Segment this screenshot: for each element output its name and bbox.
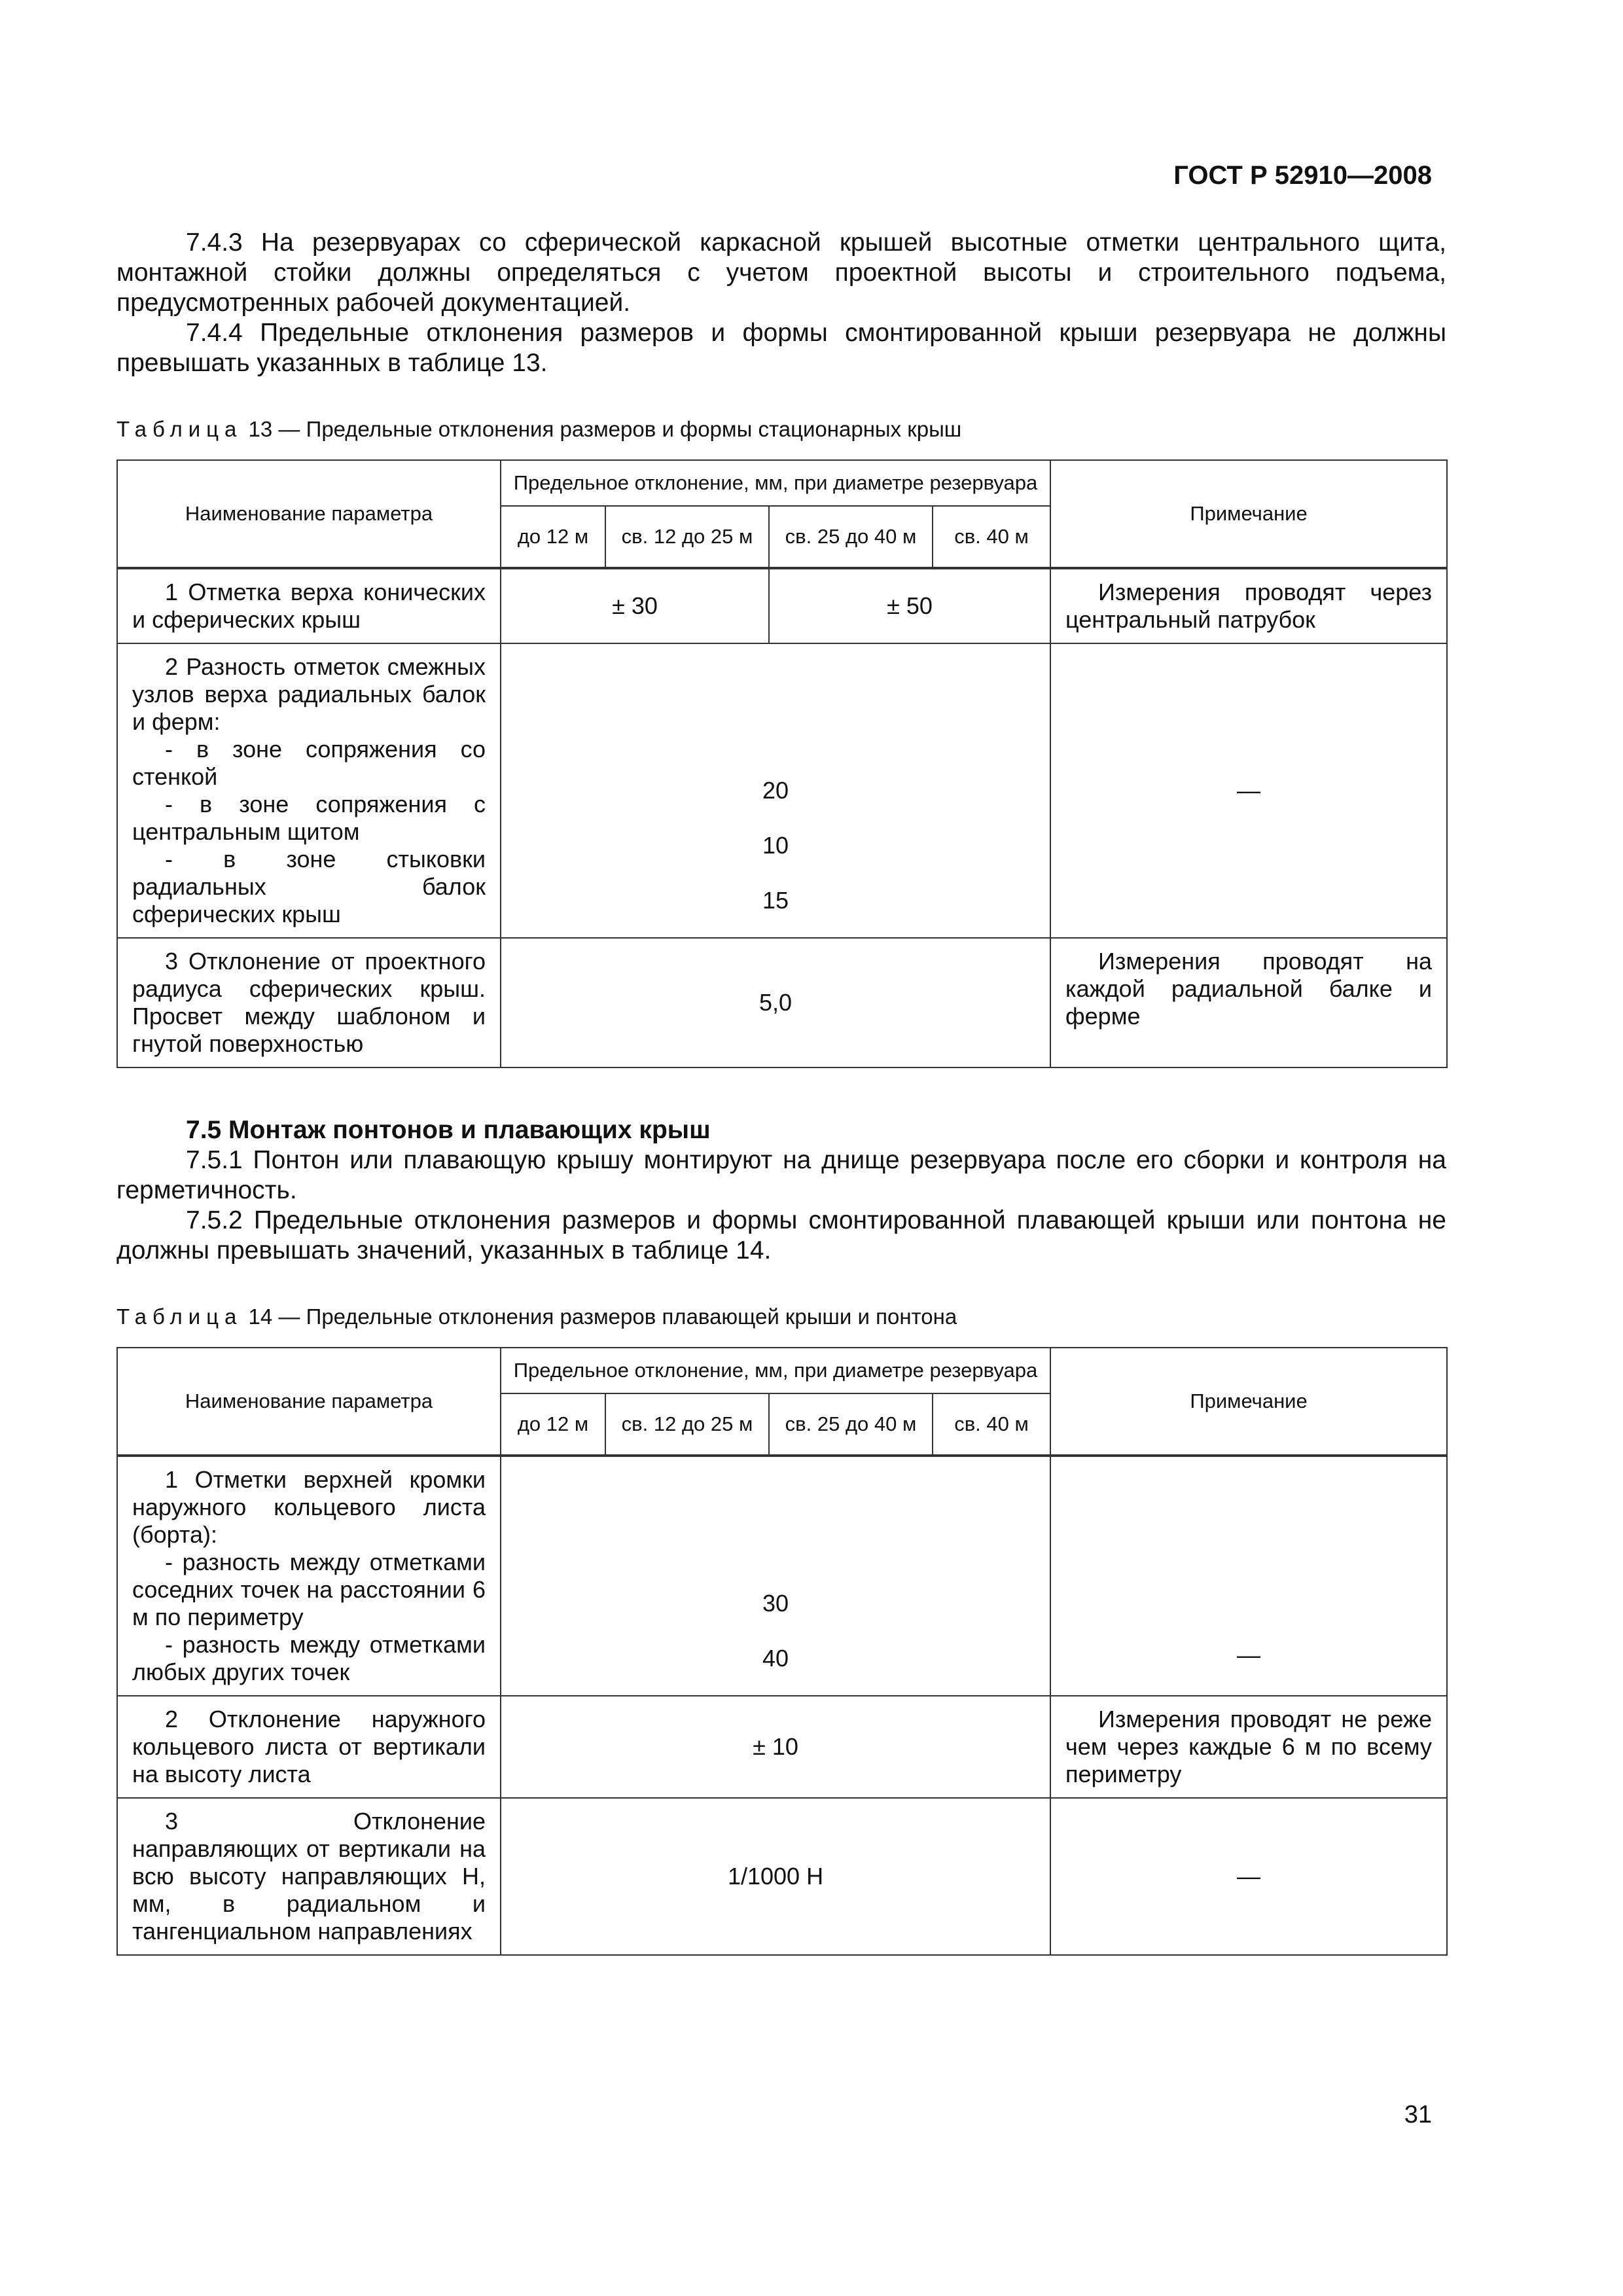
- page-number: 31: [1404, 2101, 1432, 2128]
- row-value-large: ± 50: [769, 568, 1050, 643]
- table-row: [117, 1456, 1447, 1696]
- table-14-caption-word: Таблица: [116, 1304, 243, 1329]
- page-content: [116, 228, 1446, 1956]
- header-d2: св. 12 до 25 м: [605, 506, 769, 568]
- table-row: [117, 1696, 1447, 1798]
- table-13-caption-word: Таблица: [116, 417, 243, 441]
- value-spherical-joint: 15: [762, 887, 789, 914]
- value-adjacent-points: 30: [762, 1590, 789, 1617]
- row-note: Измерения проводят через центральный патрубок: [1050, 568, 1447, 643]
- table-row: [117, 643, 1447, 938]
- table-14: [116, 1347, 1448, 1956]
- header-deviation: Предельное отклонение, мм, при диаметре резервуара: [501, 460, 1050, 506]
- value-center-shield: 10: [762, 832, 789, 859]
- table-14-caption-text: 14 — Предельные отклонения размеров плавающей крыши и понтона: [242, 1304, 957, 1329]
- header-d1: до 12 м: [501, 506, 605, 568]
- row-value: 1/1000 Н: [501, 1798, 1050, 1955]
- table-13-caption-text: 13 — Предельные отклонения размеров и формы стационарных крыш: [242, 417, 962, 441]
- row-param: 1 Отметки верхней кромки наружного кольцевого листа (борта): - разность между отметками соседних точек на расстоянии 6 м по периметру - разность между отметками любых других точек: [117, 1456, 501, 1696]
- header-d4: св. 40 м: [933, 1393, 1050, 1456]
- row-values: [501, 1456, 1050, 1696]
- header-d4: св. 40 м: [933, 506, 1050, 568]
- row-note: —: [1050, 1798, 1447, 1955]
- table-row: [117, 568, 1447, 643]
- header-param: Наименование параметра: [117, 1348, 501, 1456]
- document-header: ГОСТ Р 52910—2008: [1173, 161, 1432, 190]
- header-d2: св. 12 до 25 м: [605, 1393, 769, 1456]
- table-14-caption: [116, 1304, 1446, 1330]
- header-d1: до 12 м: [501, 1393, 605, 1456]
- row-param: 3 Отклонение от проектного радиуса сферических крыш. Просвет между шаблоном и гнутой поверхностью: [117, 938, 501, 1067]
- header-d3: св. 25 до 40 м: [769, 1393, 933, 1456]
- paragraph-7-5-2: 7.5.2 Предельные отклонения размеров и формы смонтированной плавающей крыши или понтона не должны превышать значений, указанных в таблице 14.: [116, 1206, 1446, 1265]
- table-row: [117, 938, 1447, 1067]
- paragraph-7-4-3: 7.4.3 На резервуарах со сферической каркасной крышей высотные отметки центрального щита, монтажной стойки должны определяться с учетом проектной высоты и строительного подъема, предусмотренных рабочей документацией.: [116, 228, 1446, 317]
- row-param: 2 Разность отметок смежных узлов верха радиальных балок и ферм: - в зоне сопряжения со стенкой - в зоне сопряжения с центральным щитом - в зоне стыковки радиальных балок сферических крыш: [117, 643, 501, 938]
- row-note: —: [1050, 1456, 1447, 1696]
- header-deviation: Предельное отклонение, мм, при диаметре резервуара: [501, 1348, 1050, 1393]
- row-param: 2 Отклонение наружного кольцевого листа от вертикали на высоту листа: [117, 1696, 501, 1798]
- row-value: 5,0: [501, 938, 1050, 1067]
- table-13-caption: [116, 416, 1446, 442]
- row-param: 1 Отметка верха конических и сферических крыш: [117, 568, 501, 643]
- value-other-points: 40: [762, 1645, 789, 1672]
- row-note: Измерения проводят на каждой радиальной балке и ферме: [1050, 938, 1447, 1067]
- header-d3: св. 25 до 40 м: [769, 506, 933, 568]
- paragraph-7-5-1: 7.5.1 Понтон или плавающую крышу монтируют на днище резервуара после его сборки и контроля на герметичность.: [116, 1146, 1446, 1204]
- header-param: Наименование параметра: [117, 460, 501, 568]
- paragraph-7-4-4: 7.4.4 Предельные отклонения размеров и формы смонтированной крыши резервуара не должны превышать указанных в таблице 13.: [116, 319, 1446, 377]
- table-row: [117, 1798, 1447, 1955]
- header-note: Примечание: [1050, 460, 1447, 568]
- row-value: ± 10: [501, 1696, 1050, 1798]
- row-note: Измерения проводят не реже чем через каждые 6 м по всему периметру: [1050, 1696, 1447, 1798]
- section-7-5-heading: 7.5 Монтаж понтонов и плавающих крыш: [186, 1116, 711, 1144]
- row-note: —: [1050, 643, 1447, 938]
- row-values: [501, 643, 1050, 938]
- value-wall: 20: [762, 777, 789, 804]
- header-note: Примечание: [1050, 1348, 1447, 1456]
- row-value-small: ± 30: [501, 568, 769, 643]
- table-13: [116, 459, 1448, 1068]
- row-param: 3 Отклонение направляющих от вертикали на всю высоту направляющих Н, мм, в радиальном и тангенциальном направлениях: [117, 1798, 501, 1955]
